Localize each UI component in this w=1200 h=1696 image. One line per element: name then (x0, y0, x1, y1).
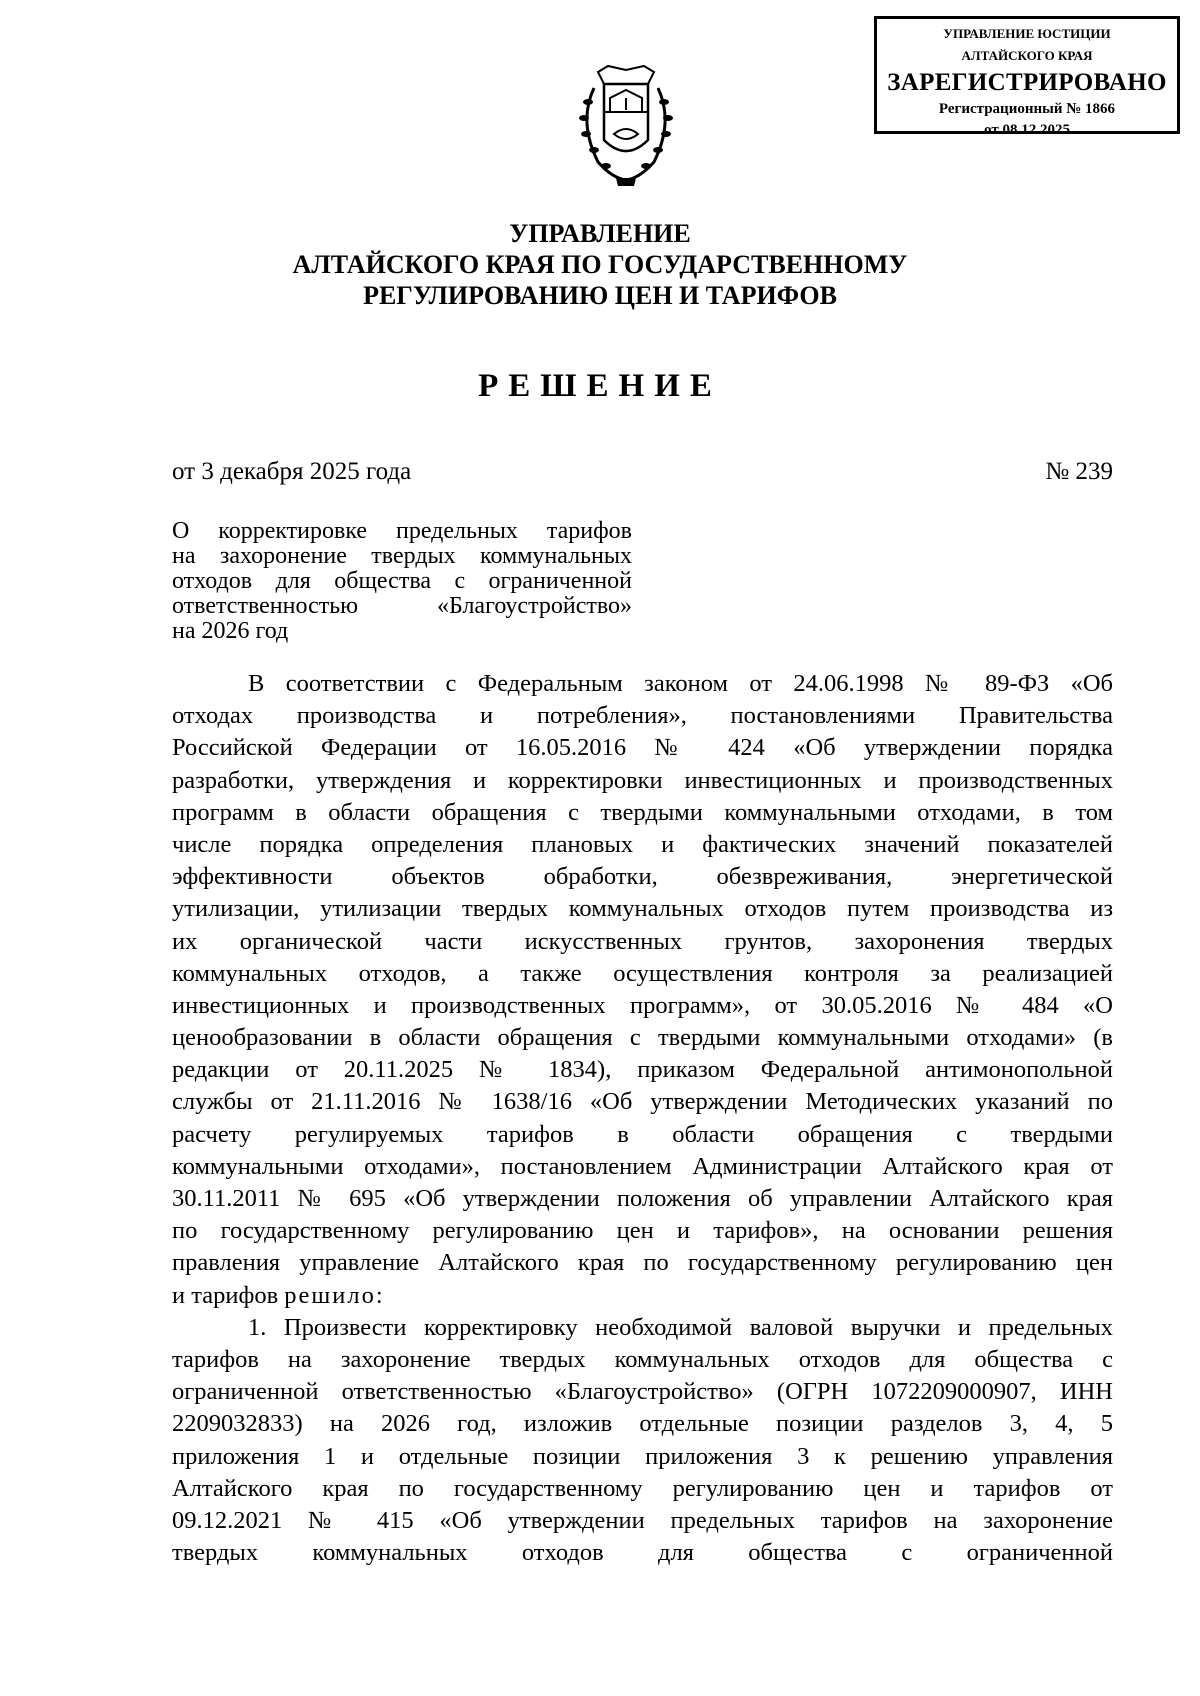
body-line: тарифов на захоронение твердых коммунальных отходов для общества с (172, 1345, 1113, 1373)
body-line: редакции от 20.11.2025 № 1834), приказом Федеральной антимонопольной (172, 1056, 1113, 1084)
body-line: Российской Федерации от 16.05.2016 № 424 «Об утверждении порядка (172, 734, 1113, 762)
body-line: числе порядка определения плановых и фактических значений показателей (172, 830, 1113, 858)
body-line: правления управление Алтайского края по государственному регулированию цен (172, 1249, 1113, 1277)
body-text: и тарифов (172, 1281, 285, 1309)
body-line: 2209032833) на 2026 год, изложив отдельные позиции разделов 3, 4, 5 (172, 1410, 1113, 1438)
body-line: Алтайского края по государственному регулированию цен и тарифов от (172, 1474, 1113, 1502)
body-line: инвестиционных и производственных программ», от 30.05.2016 № 484 «О (172, 991, 1113, 1019)
body-line: эффективности объектов обработки, обезвреживания, энергетической (172, 863, 1113, 891)
stamp-reg-number: Регистрационный № 1866 (938, 101, 1116, 117)
coat-of-arms-icon (568, 62, 684, 190)
body-line: 30.11.2011 № 695 «Об утверждении положения об управлении Алтайского края (172, 1185, 1113, 1212)
subject-line: отходов для общества с ограниченной (172, 568, 632, 594)
body-line: утилизации, утилизации твердых коммунальных отходов путем производства из (172, 895, 1113, 923)
body-line-last (172, 1280, 1113, 1312)
body-line: 09.12.2021 № 415 «Об утверждении предельных тарифов на захоронение (172, 1506, 1113, 1534)
decision-word: решило: (284, 1281, 385, 1309)
document-date: от 3 декабря 2025 года (172, 458, 412, 485)
document-number: № 239 (1045, 458, 1113, 485)
body-line: по государственному регулированию цен и тарифов», на основании решения (172, 1217, 1113, 1245)
document-subject (172, 519, 632, 644)
heading-line2: АЛТАЙСКОГО КРАЯ ПО ГОСУДАРСТВЕННОМУ (292, 250, 908, 279)
stamp-org-line1: УПРАВЛЕНИЕ ЮСТИЦИИ (943, 26, 1111, 41)
body-line: ограниченной ответственностью «Благоустройство» (ОГРН 1072209000907, ИНН (172, 1378, 1113, 1406)
body-line: твердых коммунальных отходов для общества с ограниченной (172, 1539, 1113, 1567)
registration-stamp (874, 16, 1180, 138)
body-line: их органической части искусственных грунтов, захоронения твердых (172, 927, 1113, 955)
body-line: приложения 1 и отдельные позиции приложения 3 к решению управления (172, 1442, 1113, 1470)
body-line: разработки, утверждения и корректировки инвестиционных и производственных (172, 766, 1113, 794)
body-line: отходах производства и потребления», постановлениями Правительства (172, 702, 1113, 730)
stamp-reg-date: от 08.12.2025 (984, 122, 1070, 138)
body-line: В соответствии с Федеральным законом от 24.06.1998 № 89-ФЗ «Об (248, 670, 1113, 697)
body-line: службы от 21.11.2016 № 1638/16 «Об утверждении Методических указаний по (172, 1088, 1113, 1116)
stamp-status: ЗАРЕГИСТРИРОВАНО (887, 69, 1167, 96)
organization-heading (0, 218, 1200, 311)
body-line: расчету регулируемых тарифов в области обращения с твердыми (172, 1120, 1113, 1148)
subject-line: на захоронение твердых коммунальных (172, 543, 632, 569)
heading-line1: УПРАВЛЕНИЕ (509, 219, 691, 248)
body-line: 1. Произвести корректировку необходимой валовой выручки и предельных (248, 1313, 1113, 1341)
body-line: коммунальных отходов, а также осуществления контроля за реализацией (172, 959, 1113, 987)
subject-line: О корректировке предельных тарифов (172, 518, 632, 544)
subject-line: ответственностью «Благоустройство» (172, 593, 632, 619)
document-type: РЕШЕНИЕ (478, 368, 722, 404)
body-line: коммунальными отходами», постановлением Администрации Алтайского края от (172, 1152, 1113, 1180)
subject-line: на 2026 год (172, 618, 289, 644)
stamp-org-line2: АЛТАЙСКОГО КРАЯ (961, 48, 1093, 63)
heading-line3: РЕГУЛИРОВАНИЮ ЦЕН И ТАРИФОВ (363, 281, 837, 310)
body-line: программ в области обращения с твердыми коммунальными отходами, в том (172, 798, 1113, 826)
body-line: ценообразовании в области обращения с твердыми коммунальными отходами» (в (172, 1024, 1113, 1052)
document-body (172, 668, 1113, 1569)
